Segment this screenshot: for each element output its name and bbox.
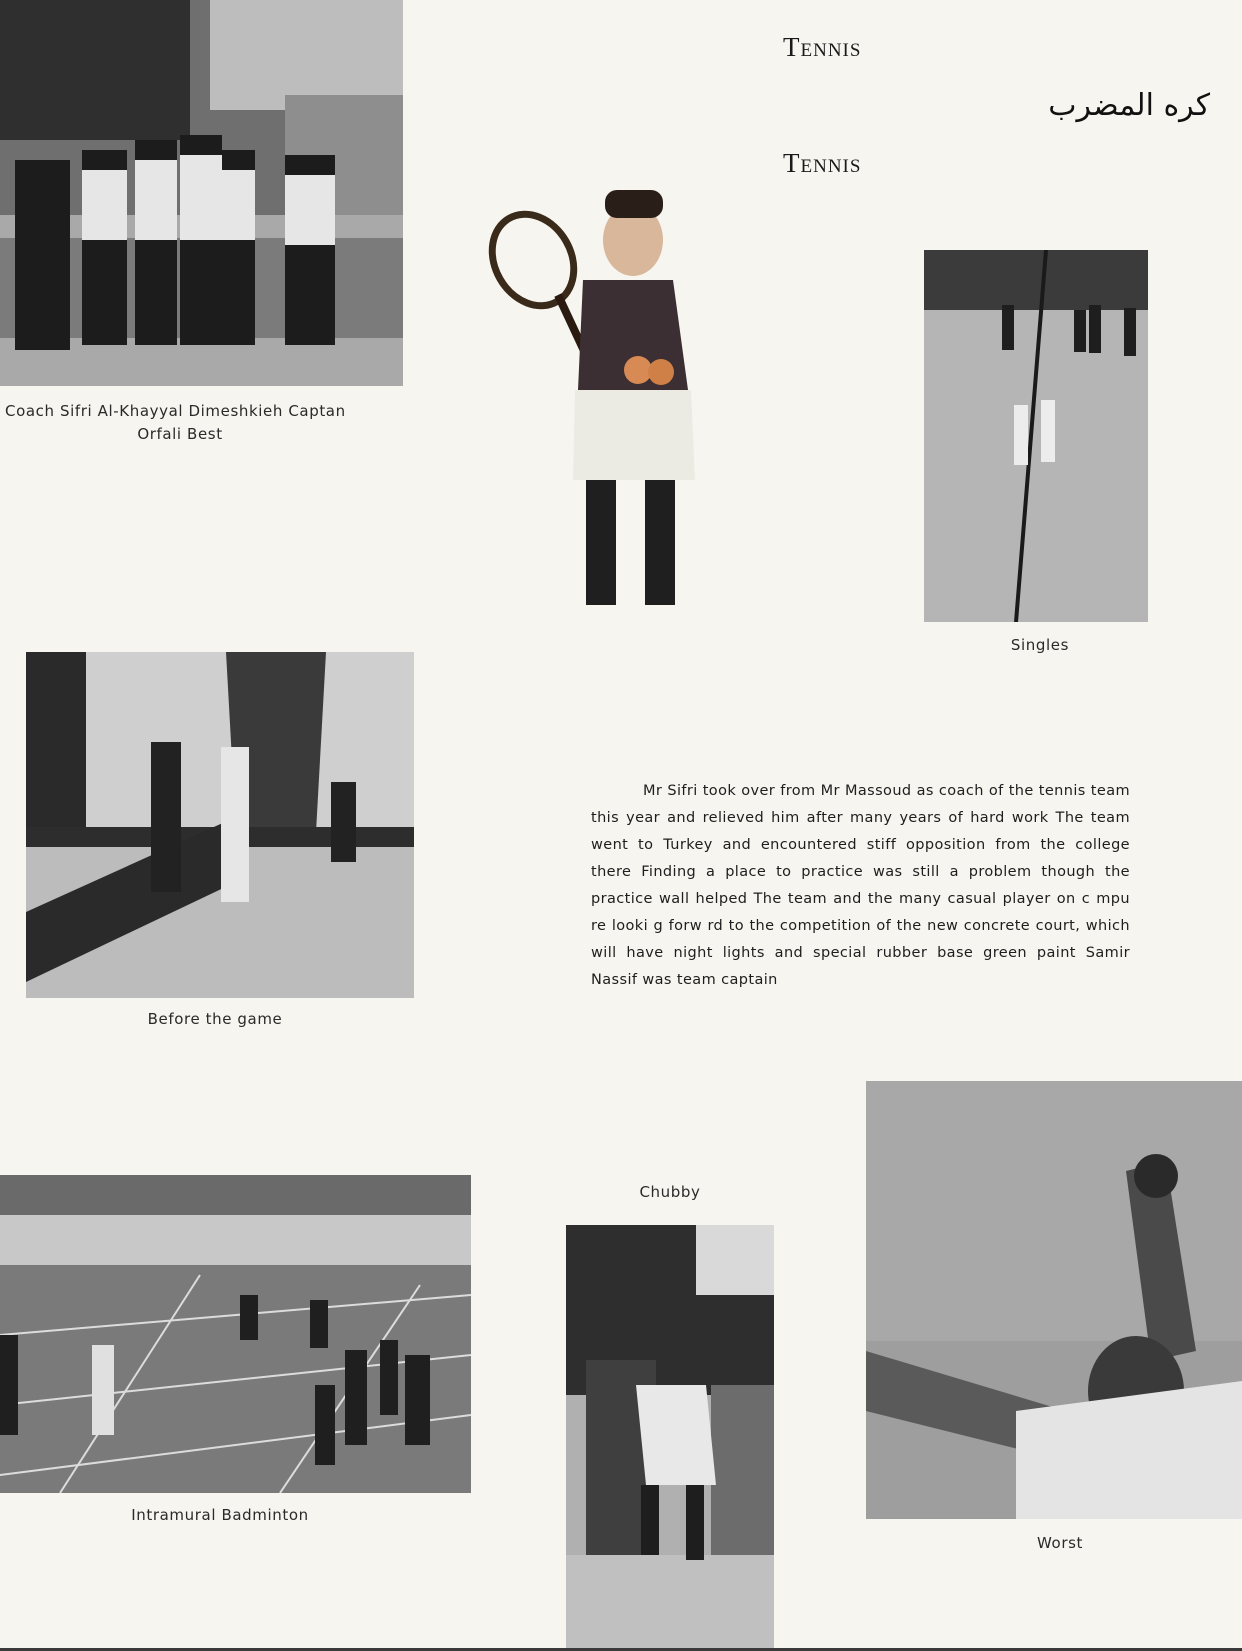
badminton-photo xyxy=(0,1175,471,1493)
team-caption-line-1: Coach Sifri Al-Khayyal Dimeshkieh Captan xyxy=(5,402,346,420)
chubby-caption: Chubby xyxy=(639,1183,701,1201)
before-game-photo xyxy=(26,652,414,998)
page-subtitle: Tennis xyxy=(783,148,862,178)
article-paragraph: Mr Sifri took over from Mr Massoud as coach of the tennis team this year and relieved him after many years of hard work The team went to Turkey and encountered stiff opposition from the college there Finding a place to practice was still a problem though the practice wall helped The team and the many casual player on c mpu re looki g forw rd to the competition of the new concrete court, which will have night lights and special rubber base green paint Samir Nassif was team captain xyxy=(591,783,1130,988)
worst-photo xyxy=(866,1081,1242,1519)
team-caption-line-2: Orfali Best xyxy=(137,425,223,443)
badminton-caption: Intramural Badminton xyxy=(131,1506,309,1524)
boy-with-racket-cutout xyxy=(483,190,703,610)
before-game-caption: Before the game xyxy=(147,1010,283,1028)
arabic-title: كره المضرب xyxy=(1048,88,1210,123)
page-title: Tennis xyxy=(783,32,862,62)
article-body xyxy=(591,778,1130,994)
team-photo xyxy=(0,0,403,386)
singles-caption: Singles xyxy=(1010,636,1070,654)
worst-caption: Worst xyxy=(1037,1534,1083,1552)
chubby-photo xyxy=(566,1225,774,1651)
singles-photo xyxy=(924,250,1148,622)
